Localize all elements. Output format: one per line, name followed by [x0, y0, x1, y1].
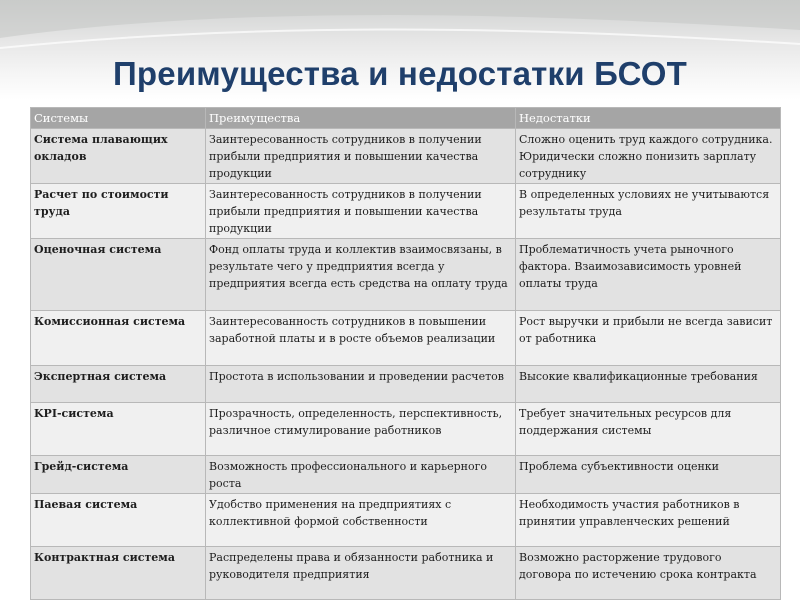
header-systems: Системы [31, 108, 206, 129]
advantages-cell: Заинтересованность сотрудников в повышении заработной платы и в росте объемов реализации [206, 311, 516, 366]
disadvantages-cell: Высокие квалификационные требования [516, 366, 781, 403]
disadvantages-cell: Возможно расторжение трудового договора по истечению срока контракта [516, 547, 781, 600]
advantages-cell: Удобство применения на предприятиях с коллективной формой собственности [206, 494, 516, 547]
disadvantages-cell: Проблема субъективности оценки [516, 456, 781, 494]
system-cell: KPI-система [31, 403, 206, 456]
table-row [31, 129, 781, 184]
advantages-cell: Прозрачность, определенность, перспективность, различное стимулирование работников [206, 403, 516, 456]
disadvantages-cell: Проблематичность учета рыночного фактора. Взаимозависимость уровней оплаты труда [516, 239, 781, 311]
header-advantages: Преимущества [206, 108, 516, 129]
table-row [31, 494, 781, 547]
disadvantages-cell: Требует значительных ресурсов для поддержания системы [516, 403, 781, 456]
advantages-cell: Заинтересованность сотрудников в получении прибыли предприятия и повышении качества продукции [206, 129, 516, 184]
disadvantages-cell: В определенных условиях не учитываются результаты труда [516, 184, 781, 239]
table-row [31, 456, 781, 494]
header-disadvantages: Недостатки [516, 108, 781, 129]
system-cell: Оценочная система [31, 239, 206, 311]
advantages-cell: Распределены права и обязанности работника и руководителя предприятия [206, 547, 516, 600]
table-row [31, 311, 781, 366]
table-row [31, 403, 781, 456]
system-cell: Расчет по стоимости труда [31, 184, 206, 239]
advantages-cell: Возможность профессионального и карьерного роста [206, 456, 516, 494]
system-cell: Грейд-система [31, 456, 206, 494]
table-header-row [31, 108, 781, 129]
system-cell: Комиссионная система [31, 311, 206, 366]
header-swoosh-decoration [0, 0, 800, 60]
advantages-cell: Фонд оплаты труда и коллектив взаимосвязаны, в результате чего у предприятия всегда у предприятия всегда есть средства на оплату труда [206, 239, 516, 311]
disadvantages-cell: Рост выручки и прибыли не всегда зависит от работника [516, 311, 781, 366]
disadvantages-cell: Необходимость участия работников в принятии управленческих решений [516, 494, 781, 547]
system-cell: Экспертная система [31, 366, 206, 403]
disadvantages-cell: Сложно оценить труд каждого сотрудника. Юридически сложно понизить зарплату сотруднику [516, 129, 781, 184]
advantages-cell: Простота в использовании и проведении расчетов [206, 366, 516, 403]
table-row [31, 547, 781, 600]
comparison-table [30, 107, 781, 600]
slide-title: Преимущества и недостатки БСОТ [112, 55, 688, 92]
table-row [31, 239, 781, 311]
table-row [31, 184, 781, 239]
system-cell: Паевая система [31, 494, 206, 547]
system-cell: Система плавающих окладов [31, 129, 206, 184]
system-cell: Контрактная система [31, 547, 206, 600]
table-row [31, 366, 781, 403]
advantages-cell: Заинтересованность сотрудников в получении прибыли предприятия и повышении качества продукции [206, 184, 516, 239]
